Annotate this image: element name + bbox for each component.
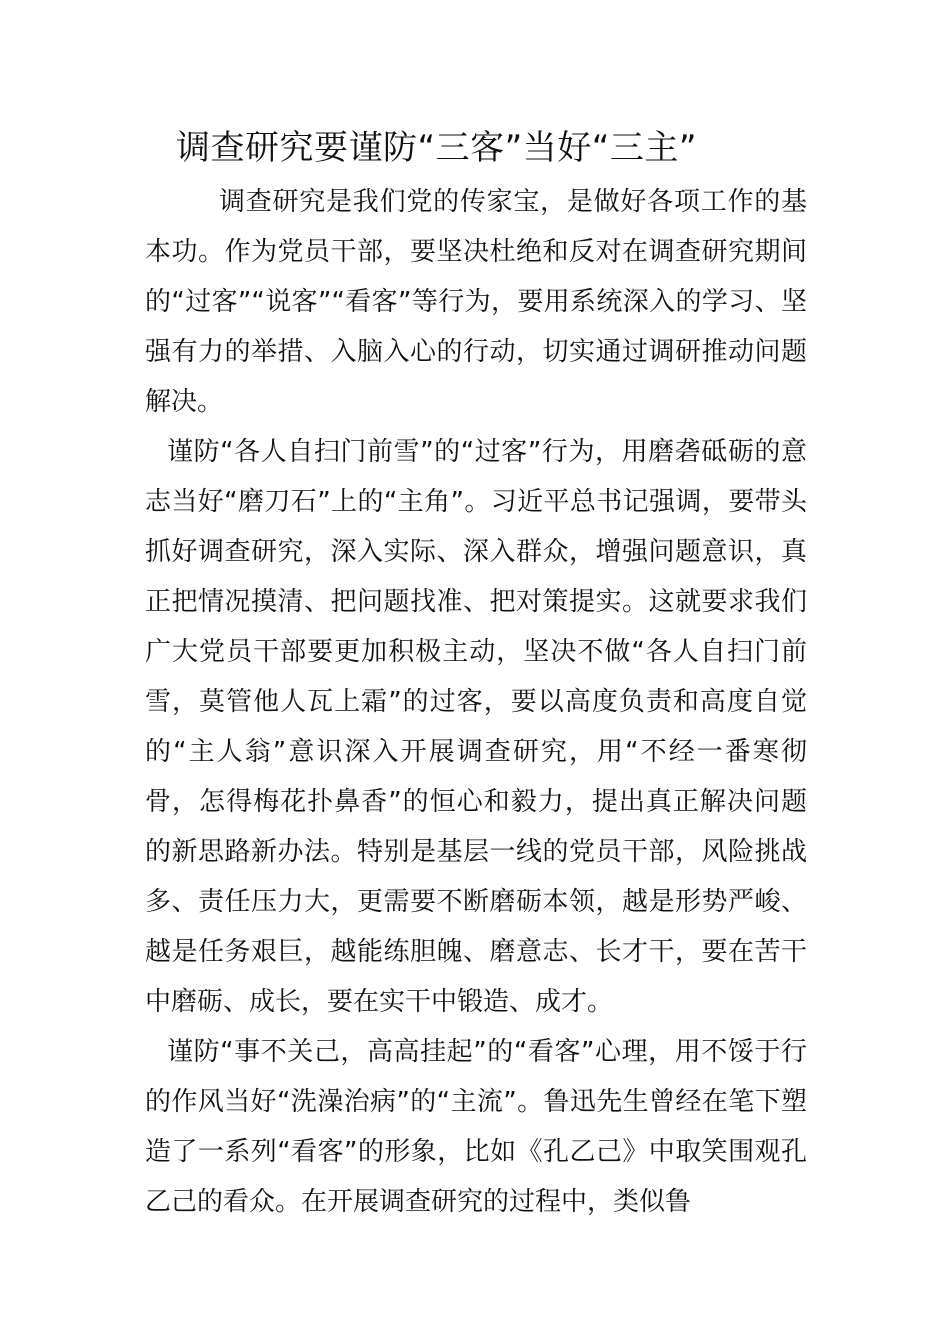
paragraph-intro: 调查研究是我们党的传家宝，是做好各项工作的基本功。作为党员干部，要坚决杜绝和反对在调查研究期间的“过客”“说客”“看客”等行为，要用系统深入的学习、坚强有力的举措、入脑入心的行动，切实通过调研推动问题解决。 bbox=[145, 187, 807, 417]
paragraph-kanke: 谨防“事不关己，高高挂起”的“看客”心理，用不馁于行的作风当好“洗澡治病”的“主流”。鲁迅先生曾经在笔下塑造了一系列“看客”的形象，比如《孔乙己》中取笑围观孔乙己的看众。在开展调查研究的过程中，类似鲁 bbox=[145, 1037, 807, 1217]
document-title: 调查研究要谨防“三客”当好“三主” bbox=[176, 128, 697, 168]
document-body bbox=[145, 177, 807, 1227]
paragraph-guoke: 谨防“各人自扫门前雪”的“过客”行为，用磨砻砥砺的意志当好“磨刀石”上的“主角”。习近平总书记强调，要带头抓好调查研究，深入实际、深入群众，增强问题意识，真正把情况摸清、把问题找准、把对策提实。这就要求我们广大党员干部要更加积极主动，坚决不做“各人自扫门前雪，莫管他人瓦上霜”的过客，要以高度负责和高度自觉的“主人翁”意识深入开展调查研究，用“不经一番寒彻骨，怎得梅花扑鼻香”的恒心和毅力，提出真正解决问题的新思路新办法。特别是基层一线的党员干部，风险挑战多、责任压力大，更需要不断磨砺本领，越是形势严峻、越是任务艰巨，越能练胆魄、磨意志、长才干，要在苦干中磨砺、成长，要在实干中锻造、成才。 bbox=[145, 437, 807, 1017]
